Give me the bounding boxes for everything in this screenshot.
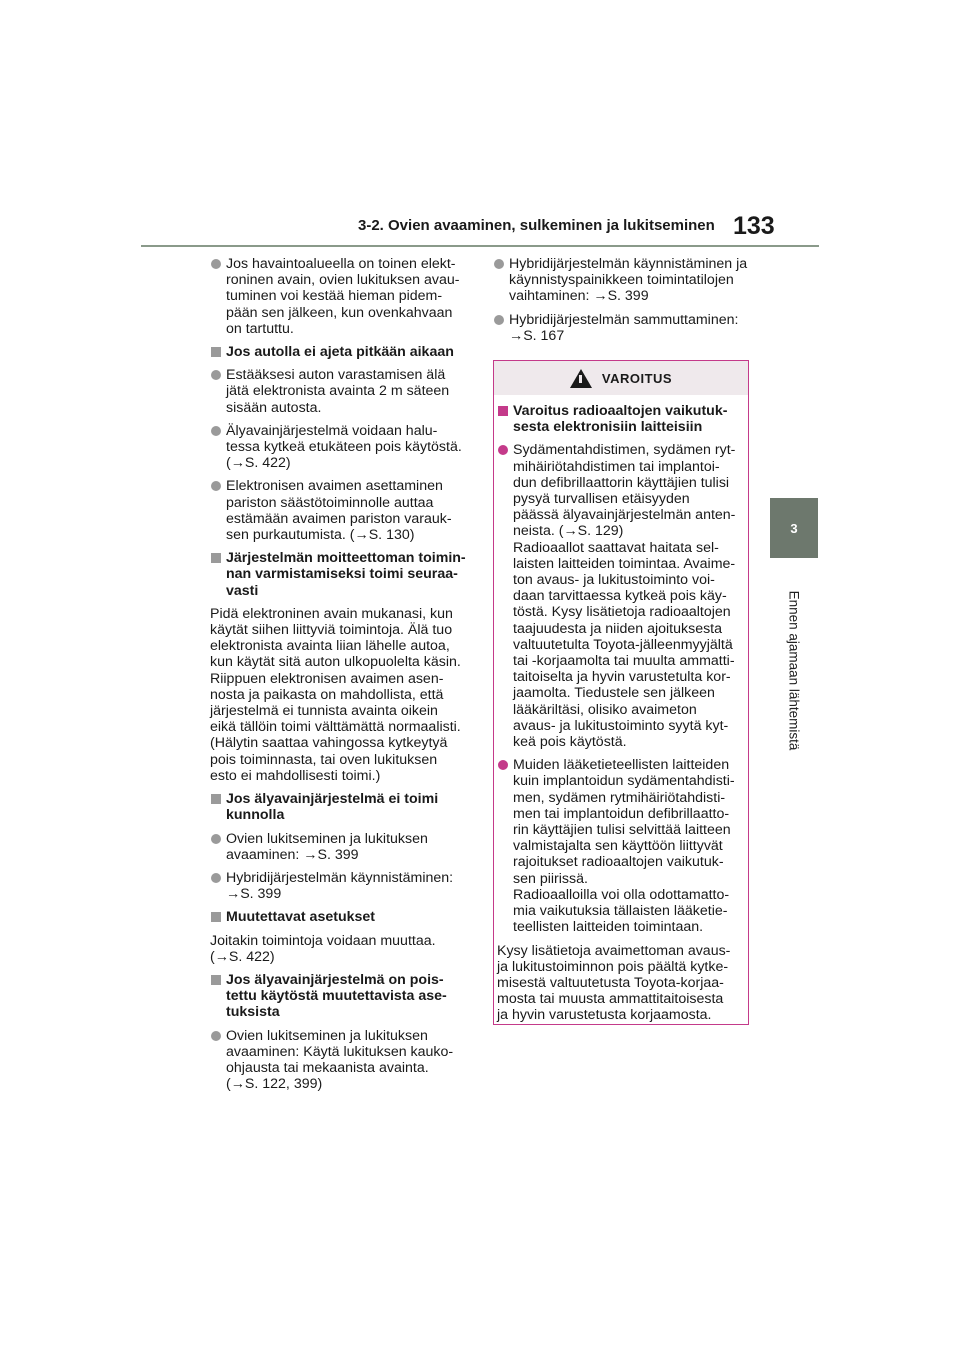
subsection-heading: Jos älyavainjärjestelmä ei toimi kunnolla xyxy=(210,791,470,823)
warning-header xyxy=(494,361,748,395)
list-item: Älyavainjärjestelmä voidaan halu- tessa kytkeä etukäteen pois käytöstä. (→S. 422) xyxy=(210,423,470,472)
chapter-label xyxy=(751,570,837,770)
warning-triangle-icon xyxy=(570,369,592,388)
subsection-heading: Muutettavat asetukset xyxy=(210,909,470,925)
warning-heading: Varoitus radioaaltojen vaikutuk- sesta elektronisiin laitteisiin xyxy=(497,403,744,435)
warning-box xyxy=(493,360,749,1025)
warning-title: VAROITUS xyxy=(601,370,673,386)
section-title: 3-2. Ovien avaaminen, sulkeminen ja lukitseminen xyxy=(358,217,715,234)
chapter-label-text: Ennen ajamaan lähtemistä xyxy=(786,590,802,750)
warning-item: Sydämentahdistimen, sydämen ryt- mihäiriötahdistimen tai implantoi- dun defibrillaattorin käyttäjien tulisi pysyä turvallisen etäisyyden päässä älyavainjärjestelmän anten- neista. (→S. 129) Radioaallot saattavat haitata sel- laisten laitteiden toimintaa. Avaime- ton avaus- ja lukitustoiminto voi- daan tarvittaessa kytkeä pois käy- töstä. Kysy lisätietoja radioaaltojen taajuudesta ja niiden ajoituksesta valtuutetulta Toyota-jälleenmyyjältä tai -korjaamolta tai muulta ammatti- taitoiselta ja hyvin varustetulta kor- jaamolta. Tiedustele sen jälkeen lääkäriltäsi, olisiko avaimeton avaus- ja lukitustoiminto syytä kyt- keä pois käytöstä. xyxy=(497,442,744,750)
list-item: Elektronisen avaimen asettaminen pariston säästötoiminnolle auttaa estämään avaimen pariston varauk- sen purkautumista. (→S. 130) xyxy=(210,478,470,543)
list-item: Hybridijärjestelmän käynnistäminen ja käynnistyspainikkeen toimintatilojen vaihtaminen: →S. 399 xyxy=(493,256,751,305)
right-column xyxy=(493,256,751,351)
list-item: Hybridijärjestelmän käynnistäminen: →S. 399 xyxy=(210,870,470,902)
chapter-tab: 3 xyxy=(770,498,818,558)
list-item: Hybridijärjestelmän sammuttaminen: →S. 167 xyxy=(493,312,751,344)
subsection-heading: Jos älyavainjärjestelmä on pois- tettu käytöstä muutettavista ase- tuksista xyxy=(210,972,470,1021)
left-column xyxy=(210,256,470,1099)
header-divider xyxy=(141,245,819,247)
list-item: Ovien lukitseminen ja lukituksen avaaminen: Käytä lukituksen kauko- ohjausta tai mekaanista avainta. (→S. 122, 399) xyxy=(210,1028,470,1093)
paragraph: Pidä elektroninen avain mukanasi, kun käytät siihen liittyviä toimintoja. Älä tuo elektronista avainta liian lähelle autoa, kun käytät sitä auton ulkopuolelta käsin. Riippuen elektronisen avaimen asen- nosta ja paikasta on mahdollista, että järjestelmä ei tunnista avainta oikein eikä tällöin toimi välttämättä normaalisti. (Hälytin saattaa vahingossa kytkeytyä pois toiminnasta, tai oven lukituksen esto ei mahdollisesti toimi.) xyxy=(210,605,461,784)
subsection-heading: Jos autolla ei ajeta pitkään aikaan xyxy=(210,344,470,360)
page-number: 133 xyxy=(733,212,775,240)
subsection-heading: Järjestelmän moitteettoman toimin- nan varmistamiseksi toimi seuraa- vasti xyxy=(210,550,470,599)
warning-item: Muiden lääketieteellisten laitteiden kuin implantoidun sydämentahdisti- men, sydämen rytmihäiriötahdisti- men tai implantoidun defibrillaatto- rin käyttäjien tulisi selvittää laitteen valmistajalta sen käyttöön liittyvät rajoitukset radioaaltojen vaikutuk- sen piirissä. Radioaalloilla voi olla odottamatto- mia vaikutuksia tällaisten lääketie- teellisten laitteiden toimintaan. xyxy=(497,757,744,935)
paragraph: Joitakin toimintoja voidaan muuttaa. (→S. 422) xyxy=(210,932,436,965)
warning-paragraph: Kysy lisätietoja avaimettoman avaus- ja lukitustoiminnon pois päältä kytke- misestä valtuutetusta Toyota-korjaa- mosta tai muusta ammattitaitoisesta ja hyvin varustetusta korjaamosta. xyxy=(497,942,731,1024)
list-item: Jos havaintoalueella on toinen elekt- roninen avain, ovien lukituksen avau- tuminen voi kestää hieman pidem- pään sen jälkeen, kun ovenkahvaan on tartuttu. xyxy=(210,256,470,337)
list-item: Ovien lukitseminen ja lukituksen avaaminen: →S. 399 xyxy=(210,831,470,863)
list-item: Estääksesi auton varastamisen älä jätä elektronista avainta 2 m säteen sisään autosta. xyxy=(210,367,470,416)
warning-body xyxy=(494,395,748,1024)
